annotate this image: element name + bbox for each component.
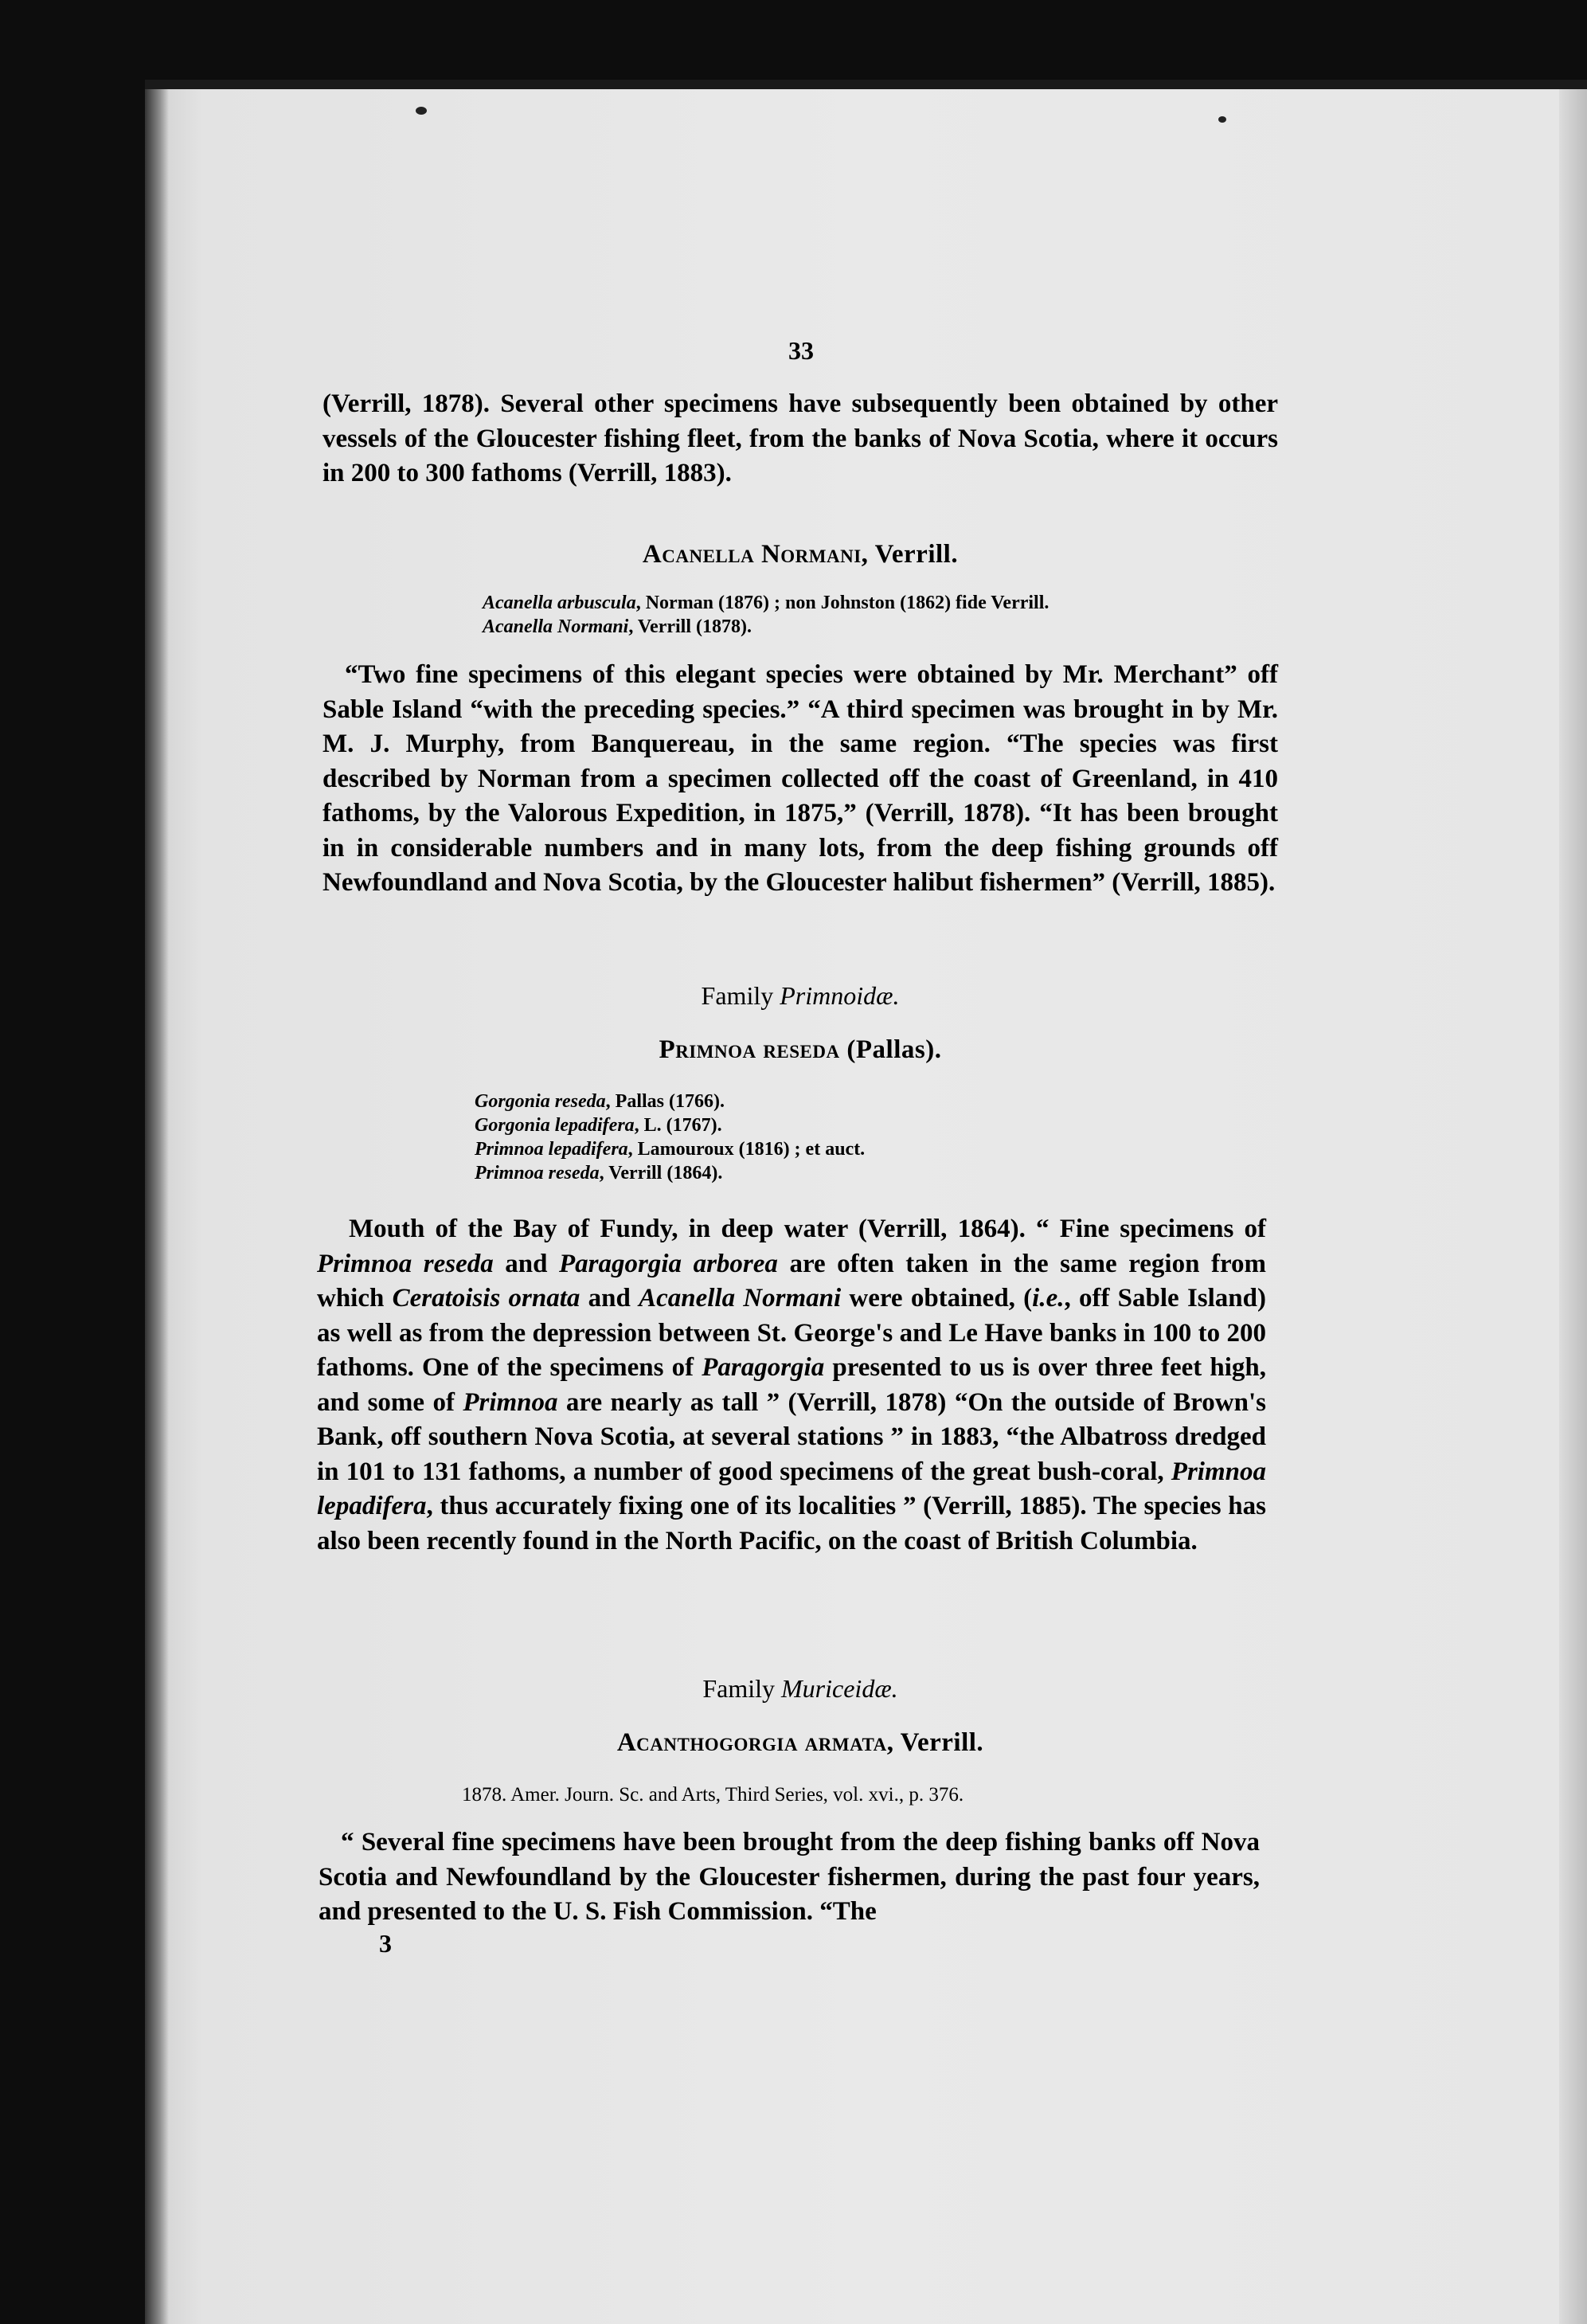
species-name: Acanthogorgia armata: [616, 1728, 887, 1757]
synonym-entry: [483, 591, 1049, 615]
species-heading-acanella: [322, 540, 1278, 569]
family-name: Muriceidæ.: [781, 1674, 898, 1703]
synonym-entry: [483, 615, 1049, 639]
taxon-italic: Ceratoisis ornata: [392, 1284, 580, 1313]
taxon-italic: Paragorgia arborea: [559, 1249, 778, 1278]
text-run: and: [580, 1284, 639, 1313]
page-gutter-shadow: [145, 89, 169, 2324]
page-right-edge: [1559, 89, 1587, 2324]
species-author: , Verrill.: [886, 1728, 984, 1757]
synonym-taxon: Acanella arbuscula: [483, 593, 636, 613]
synonym-entry: [475, 1113, 865, 1137]
paragraph-continuation: (Verrill, 1878). Several other specimens have subsequently been obtained by other vessels of the Gloucester fishing fleet, from the banks of Nova Scotia, where it occurs in 200 to 300 fathoms (Verrill, 1883).: [322, 389, 1278, 487]
synonym-taxon: Primnoa lepadifera: [475, 1139, 628, 1160]
family-label: Family: [702, 1674, 782, 1703]
synonymy-list-acanella: [483, 591, 1049, 639]
species-author: , Verrill.: [861, 540, 959, 569]
paragraph-acanella: “Two fine specimens of this elegant species were obtained by Mr. Merchant” off Sable Island “with the preceding species.” “A third specimen was brought in by Mr. M. J. Murphy, from Banquereau, in the same region. “The species was first described by Norman from a specimen collected off the coast of Greenland, in 410 fathoms, by the Valorous Expedition, in 1875,” (Verrill, 1878). “It has been brought in in considerable numbers and in many lots, from the deep fishing grounds off Newfoundland and Nova Scotia, by the Gloucester halibut fishermen” (Verrill, 1885).: [322, 660, 1278, 897]
family-name: Primnoidæ.: [780, 981, 900, 1010]
synonym-citation: , Norman (1876) ; non Johnston (1862) fide Verrill.: [635, 593, 1050, 613]
synonym-entry: [475, 1137, 865, 1161]
page-number: 33: [788, 336, 814, 365]
species-author: (Pallas).: [839, 1035, 942, 1064]
ink-speck: [1218, 116, 1226, 123]
text-run: and: [493, 1249, 560, 1278]
synonym-entry: [475, 1161, 865, 1185]
species-heading-acanthogorgia: [322, 1728, 1278, 1758]
paragraph-acanthogorgia: “ Several fine specimens have been brought from the deep fishing banks off Nova Scotia and Newfoundland by the Gloucester fishermen, during the past four years, and presented to the U. S. Fish Commission. “The: [319, 1828, 1260, 1926]
synonym-citation: , Pallas (1766).: [605, 1091, 725, 1112]
family-heading-primnoidae: [322, 981, 1278, 1011]
text-run: presented to us is over three feet high, and some of: [317, 1353, 1266, 1417]
taxon-italic: Paragorgia: [702, 1353, 825, 1382]
synonym-citation: , Lamouroux (1816) ; et auct.: [627, 1139, 866, 1160]
synonym-taxon: Gorgonia lepadifera: [475, 1115, 635, 1136]
signature-mark: 3: [379, 1929, 392, 1958]
species-heading-primnoa: [322, 1035, 1278, 1065]
ink-speck: [416, 107, 427, 115]
family-label: Family: [701, 981, 780, 1010]
text-run: , thus accurately fixing one of its localities ” (Verrill, 1885). The species has also been recently found in the North Pacific, on the coast of British Columbia.: [317, 1492, 1266, 1555]
literature-reference: 1878. Amer. Journ. Sc. and Arts, Third Series, vol. xvi., p. 376.: [462, 1784, 964, 1806]
taxon-italic: Primnoa lepadifera: [317, 1457, 1266, 1520]
synonym-citation: , Verrill (1878).: [628, 616, 752, 637]
synonym-citation: , Verrill (1864).: [599, 1163, 723, 1184]
text-run: are often taken in the same region from which: [317, 1249, 1266, 1313]
taxon-italic: Primnoa: [463, 1387, 558, 1417]
taxon-italic: Primnoa reseda: [317, 1249, 494, 1278]
paragraph-primnoa: [317, 1212, 1266, 1559]
species-name: Acanella Normani: [642, 540, 862, 569]
synonym-entry: [475, 1090, 865, 1113]
synonymy-list-primnoa: [475, 1090, 865, 1185]
family-heading-muriceidae: [322, 1674, 1278, 1704]
text-run: , off Sable Island) as well as from the depression between St. George's and Le Have banks in 100 to 200 fathoms. One of the specimens of: [317, 1284, 1266, 1382]
synonym-citation: , L. (1767).: [634, 1115, 722, 1136]
text-run: Mouth of the Bay of Fundy, in deep water (Verrill, 1864). “ Fine specimens of: [349, 1215, 1266, 1243]
text-run: are nearly as tall ” (Verrill, 1878) “On the outside of Brown's Bank, off southern Nova Scotia, at several stations ” in 1883, “the Albatross dredged in 101 to 131 fathoms, a number of good specimens of the great bush-coral,: [317, 1387, 1266, 1486]
synonym-taxon: Primnoa reseda: [475, 1163, 600, 1184]
species-name: Primnoa reseda: [659, 1035, 840, 1064]
abbrev-italic: i.e.: [1032, 1284, 1065, 1313]
synonym-taxon: Gorgonia reseda: [475, 1091, 606, 1112]
taxon-italic: Acanella Normani: [639, 1284, 842, 1313]
text-run: were obtained, (: [841, 1284, 1033, 1313]
synonym-taxon: Acanella Normani: [483, 616, 629, 637]
